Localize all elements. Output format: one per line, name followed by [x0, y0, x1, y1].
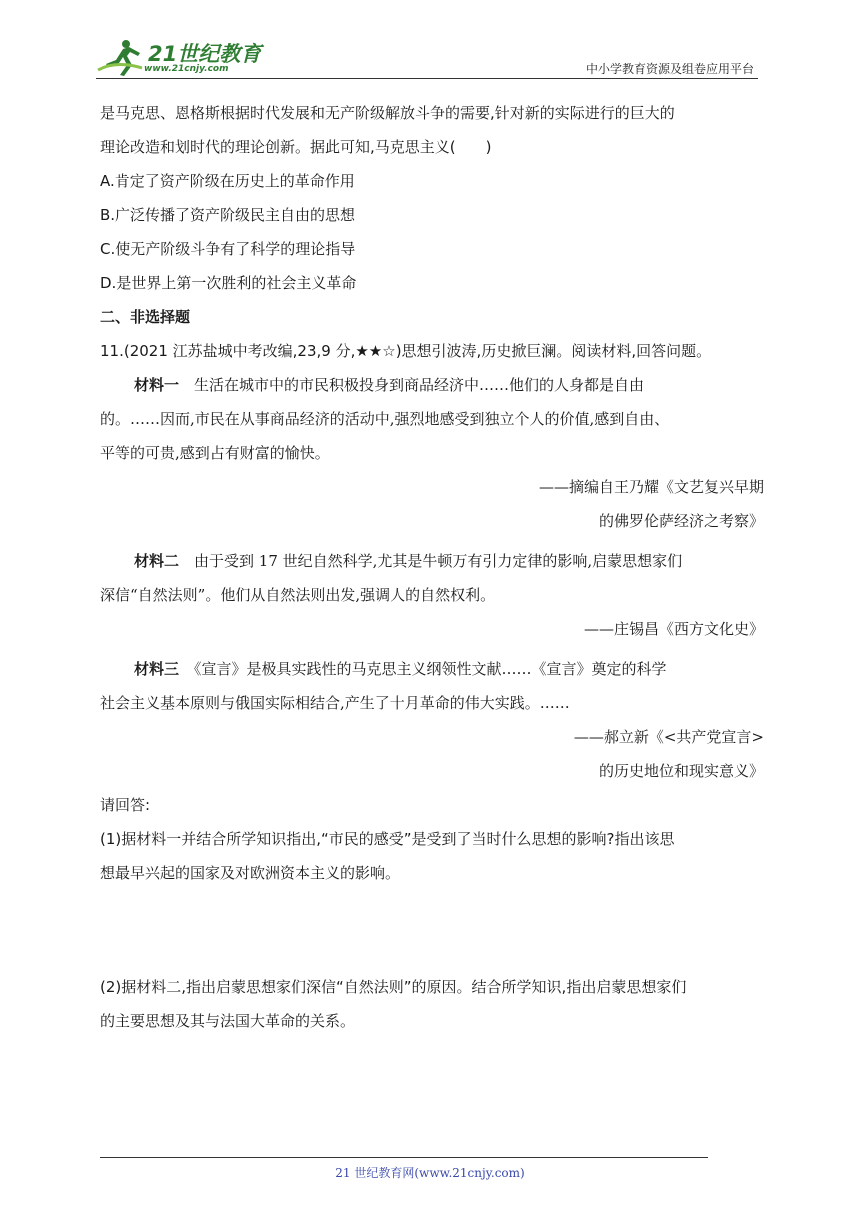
answer-space — [100, 890, 764, 970]
material-label: 材料二 — [134, 552, 180, 570]
ask-label: 请回答: — [100, 796, 151, 814]
material-1-line — [100, 368, 764, 402]
question-11: 11.(2021 江苏盐城中考改编,23,9 分,★★☆)思想引波涛,历史掀巨澜。阅读材料,回答问题。 — [100, 342, 712, 360]
material-2-line — [100, 544, 764, 578]
material-3-line: 社会主义基本原则与俄国实际相结合,产生了十月革命的伟大实践。…… — [100, 694, 570, 712]
material-2-line: 深信“自然法则”。他们从自然法则出发,强调人的自然权利。 — [100, 586, 496, 604]
material-1-source: 的佛罗伦萨经济之考察》 — [598, 512, 764, 530]
material-text: 生活在城市中的市民积极投身到商品经济中……他们的人身都是自由 — [179, 376, 645, 394]
section-heading: 二、非选择题 — [100, 308, 191, 326]
material-label: 材料三 — [134, 660, 180, 678]
material-label: 材料一 — [134, 376, 180, 394]
material-text: 《宣言》是极具实践性的马克思主义纲领性文献……《宣言》奠定的科学 — [179, 660, 667, 678]
logo-url: www.21cnjy.com — [144, 64, 229, 74]
footer-divider — [100, 1157, 708, 1158]
text-line: 是马克思、恩格斯根据时代发展和无产阶级解放斗争的需要,针对新的实际进行的巨大的 — [100, 104, 675, 122]
sub-question-1: (1)据材料一并结合所学知识指出,“市民的感受”是受到了当时什么思想的影响?指出该思 — [100, 830, 675, 848]
page-footer: 21 世纪教育网(www.21cnjy.com) — [335, 1166, 525, 1180]
logo — [96, 34, 266, 78]
material-2-source: ——庄锡昌《西方文化史》 — [583, 620, 764, 638]
material-3-source: 的历史地位和现实意义》 — [598, 762, 764, 780]
material-3-line — [100, 652, 764, 686]
option-a: A.肯定了资产阶级在历史上的革命作用 — [100, 172, 355, 190]
sub-question-2: (2)据材料二,指出启蒙思想家们深信“自然法则”的原因。结合所学知识,指出启蒙思想家们 — [100, 978, 687, 996]
material-text: 由于受到 17 世纪自然科学,尤其是牛顿万有引力定律的影响,启蒙思想家们 — [179, 552, 683, 570]
page-header — [96, 34, 758, 80]
option-d: D.是世界上第一次胜利的社会主义革命 — [100, 274, 357, 292]
platform-label: 中小学教育资源及组卷应用平台 — [585, 62, 754, 76]
runner-logo-icon — [96, 38, 146, 78]
text-line: 理论改造和划时代的理论创新。据此可知,马克思主义( ) — [100, 138, 492, 156]
option-c: C.使无产阶级斗争有了科学的理论指导 — [100, 240, 356, 258]
header-divider — [96, 78, 758, 79]
material-3-source: ——郝立新《<共产党宣言> — [573, 728, 764, 746]
material-1-line: 平等的可贵,感到占有财富的愉快。 — [100, 444, 330, 462]
logo-text: 21世纪教育 — [148, 42, 262, 66]
document-body — [100, 96, 764, 1038]
sub-question-2: 的主要思想及其与法国大革命的关系。 — [100, 1012, 356, 1030]
sub-question-1: 想最早兴起的国家及对欧洲资本主义的影响。 — [100, 864, 401, 882]
option-b: B.广泛传播了资产阶级民主自由的思想 — [100, 206, 356, 224]
material-1-source: ——摘编自王乃耀《文艺复兴早期 — [538, 478, 764, 496]
material-1-line: 的。……因而,市民在从事商品经济的活动中,强烈地感受到独立个人的价值,感到自由、 — [100, 410, 670, 428]
